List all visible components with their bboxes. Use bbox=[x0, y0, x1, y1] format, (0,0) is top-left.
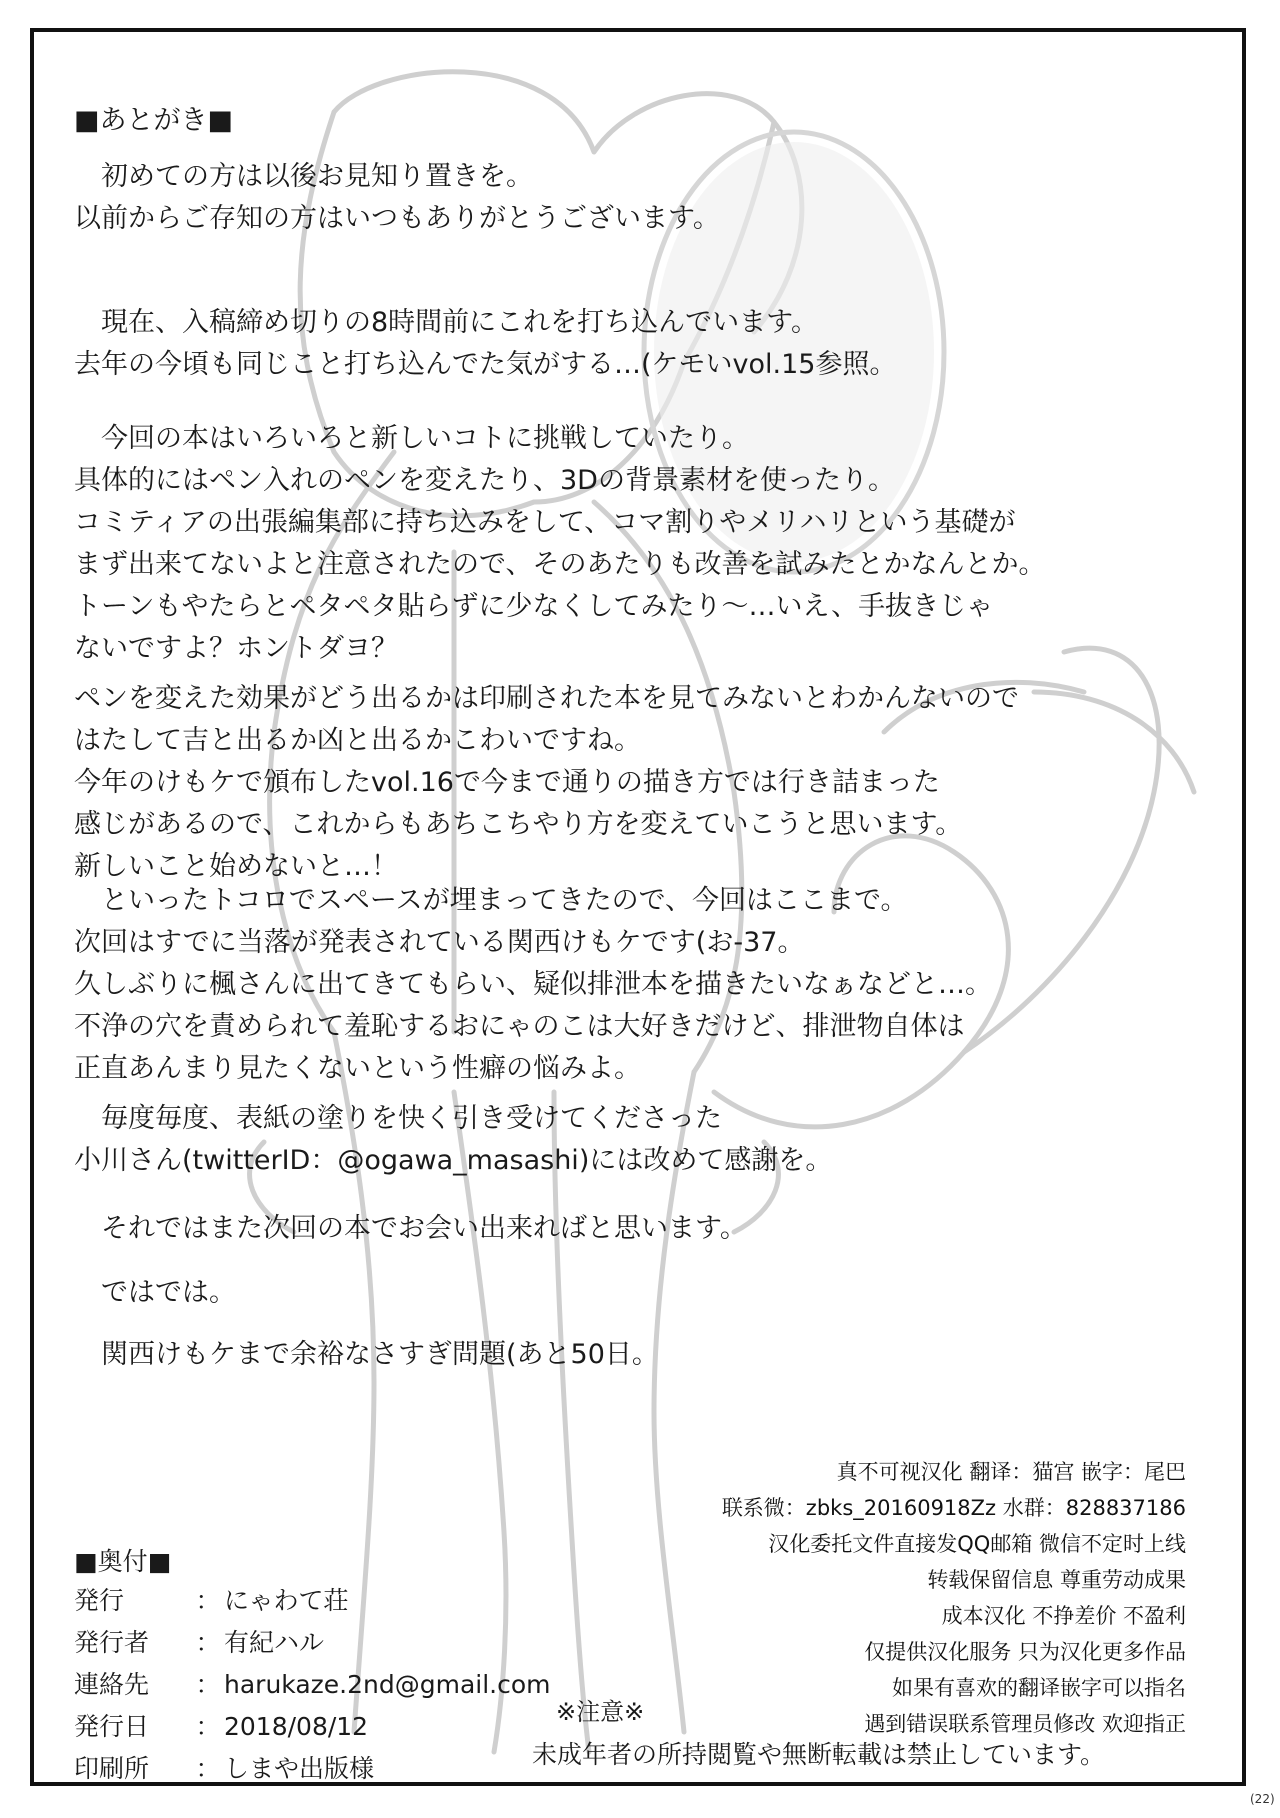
colophon-row bbox=[74, 1623, 324, 1659]
colophon-separator: ： bbox=[195, 1670, 221, 1699]
afterword-line: 関西けもケまで余裕なさすぎ問題(あと50日。 bbox=[74, 1339, 659, 1370]
notice-title: ※注意※ bbox=[556, 1698, 645, 1726]
notice-text: 未成年者の所持閲覧や無断転載は禁止しています。 bbox=[532, 1740, 1106, 1769]
colophon-row bbox=[74, 1581, 349, 1617]
afterword-line: それではまた次回の本でお会い出来ればと思います。 bbox=[74, 1213, 747, 1244]
colophon-separator: ： bbox=[195, 1628, 221, 1657]
colophon-row bbox=[74, 1749, 374, 1785]
afterword-line: コミティアの出張編集部に持ち込みをして、コマ割りやメリハリという基礎が bbox=[74, 507, 1016, 538]
colophon-value: 有紀ハル bbox=[224, 1628, 325, 1657]
afterword-line: 以前からご存知の方はいつもありがとうございます。 bbox=[74, 203, 720, 234]
page-frame bbox=[30, 28, 1246, 1786]
afterword-line: 今回の本はいろいろと新しいコトに挑戦していたり。 bbox=[74, 423, 749, 454]
credit-line: 真不可视汉化 翻译：猫宫 嵌字：尾巴 bbox=[836, 1460, 1186, 1484]
credit-line: 仅提供汉化服务 只为汉化更多作品 bbox=[864, 1640, 1186, 1664]
afterword-line: 毎度毎度、表紙の塗りを快く引き受けてくださった bbox=[74, 1103, 722, 1134]
colophon-key: 発行 bbox=[74, 1586, 125, 1615]
colophon-row bbox=[74, 1665, 551, 1701]
afterword-line: 初めての方は以後お見知り置きを。 bbox=[74, 161, 533, 192]
credit-line: 汉化委托文件直接发QQ邮箱 微信不定时上线 bbox=[768, 1532, 1186, 1556]
credit-line: 如果有喜欢的翻译嵌字可以指名 bbox=[892, 1676, 1186, 1700]
colophon-key: 印刷所 bbox=[74, 1754, 150, 1783]
colophon-key: 発行日 bbox=[74, 1712, 150, 1741]
page-number: (22) bbox=[1250, 1792, 1275, 1806]
afterword-line: 今年のけもケで頒布したvol.16で今まで通りの描き方では行き詰まった bbox=[74, 767, 940, 798]
afterword-line: 正直あんまり見たくないという性癖の悩みよ。 bbox=[74, 1053, 641, 1084]
afterword-line: まず出来てないよと注意されたので、そのあたりも改善を試みたとかなんとか。 bbox=[74, 549, 1046, 580]
afterword-line: 小川さん(twitterID：@ogawa_masashi)には改めて感謝を。 bbox=[74, 1145, 833, 1176]
afterword-line: ではでは。 bbox=[74, 1277, 236, 1308]
afterword-line: ペンを変えた効果がどう出るかは印刷された本を見てみないとわかんないので bbox=[74, 683, 1019, 714]
colophon-heading: ■奥付■ bbox=[74, 1547, 172, 1576]
credit-line: 转载保留信息 尊重劳动成果 bbox=[927, 1568, 1186, 1592]
credit-line: 成本汉化 不挣差价 不盈利 bbox=[941, 1604, 1186, 1628]
colophon-row bbox=[74, 1707, 368, 1743]
afterword-heading: ■あとがき■ bbox=[74, 105, 234, 136]
afterword-line: ないですよ？ホントダヨ？ bbox=[74, 633, 398, 664]
afterword-line: 久しぶりに楓さんに出てきてもらい、疑似排泄本を描きたいなぁなどと…。 bbox=[74, 969, 992, 1000]
afterword-line: 次回はすでに当落が発表されている関西けもケです(お-37。 bbox=[74, 927, 805, 958]
colophon-key: 発行者 bbox=[74, 1628, 150, 1657]
colophon-value: harukaze.2nd@gmail.com bbox=[224, 1670, 551, 1699]
colophon-separator: ： bbox=[195, 1712, 221, 1741]
afterword-line: 新しいこと始めないと…！ bbox=[74, 851, 398, 882]
afterword-line: 不浄の穴を責められて羞恥するおにゃのこは大好きだけど、排泄物自体は bbox=[74, 1011, 965, 1042]
afterword-line: はたして吉と出るか凶と出るかこわいですね。 bbox=[74, 725, 641, 756]
colophon-separator: ： bbox=[195, 1754, 221, 1783]
afterword-line: 去年の今頃も同じこと打ち込んでた気がする…(ケモいvol.15参照。 bbox=[74, 349, 897, 380]
colophon-key: 連絡先 bbox=[74, 1670, 150, 1699]
afterword-line: 現在、入稿締め切りの8時間前にこれを打ち込んでいます。 bbox=[74, 307, 819, 338]
colophon-value: しまや出版様 bbox=[224, 1754, 375, 1783]
afterword-section bbox=[34, 32, 1242, 1782]
afterword-line: といったトコロでスペースが埋まってきたので、今回はここまで。 bbox=[74, 885, 908, 916]
credit-line: 遇到错误联系管理员修改 欢迎指正 bbox=[864, 1712, 1186, 1736]
colophon-value: にゃわて荘 bbox=[224, 1586, 349, 1615]
translation-credits bbox=[722, 1454, 1186, 1742]
colophon-separator: ： bbox=[195, 1586, 221, 1615]
afterword-line: 具体的にはペン入れのペンを変えたり、3Dの背景素材を使ったり。 bbox=[74, 465, 895, 496]
colophon-value: 2018/08/12 bbox=[224, 1712, 369, 1741]
afterword-line: 感じがあるので、これからもあちこちやり方を変えていこうと思います。 bbox=[74, 809, 963, 840]
afterword-line: トーンもやたらとペタペタ貼らずに少なくしてみたり～…いえ、手抜きじゃ bbox=[74, 591, 994, 622]
credit-line: 联系微：zbks_20160918Zz 水群：828837186 bbox=[721, 1496, 1186, 1520]
